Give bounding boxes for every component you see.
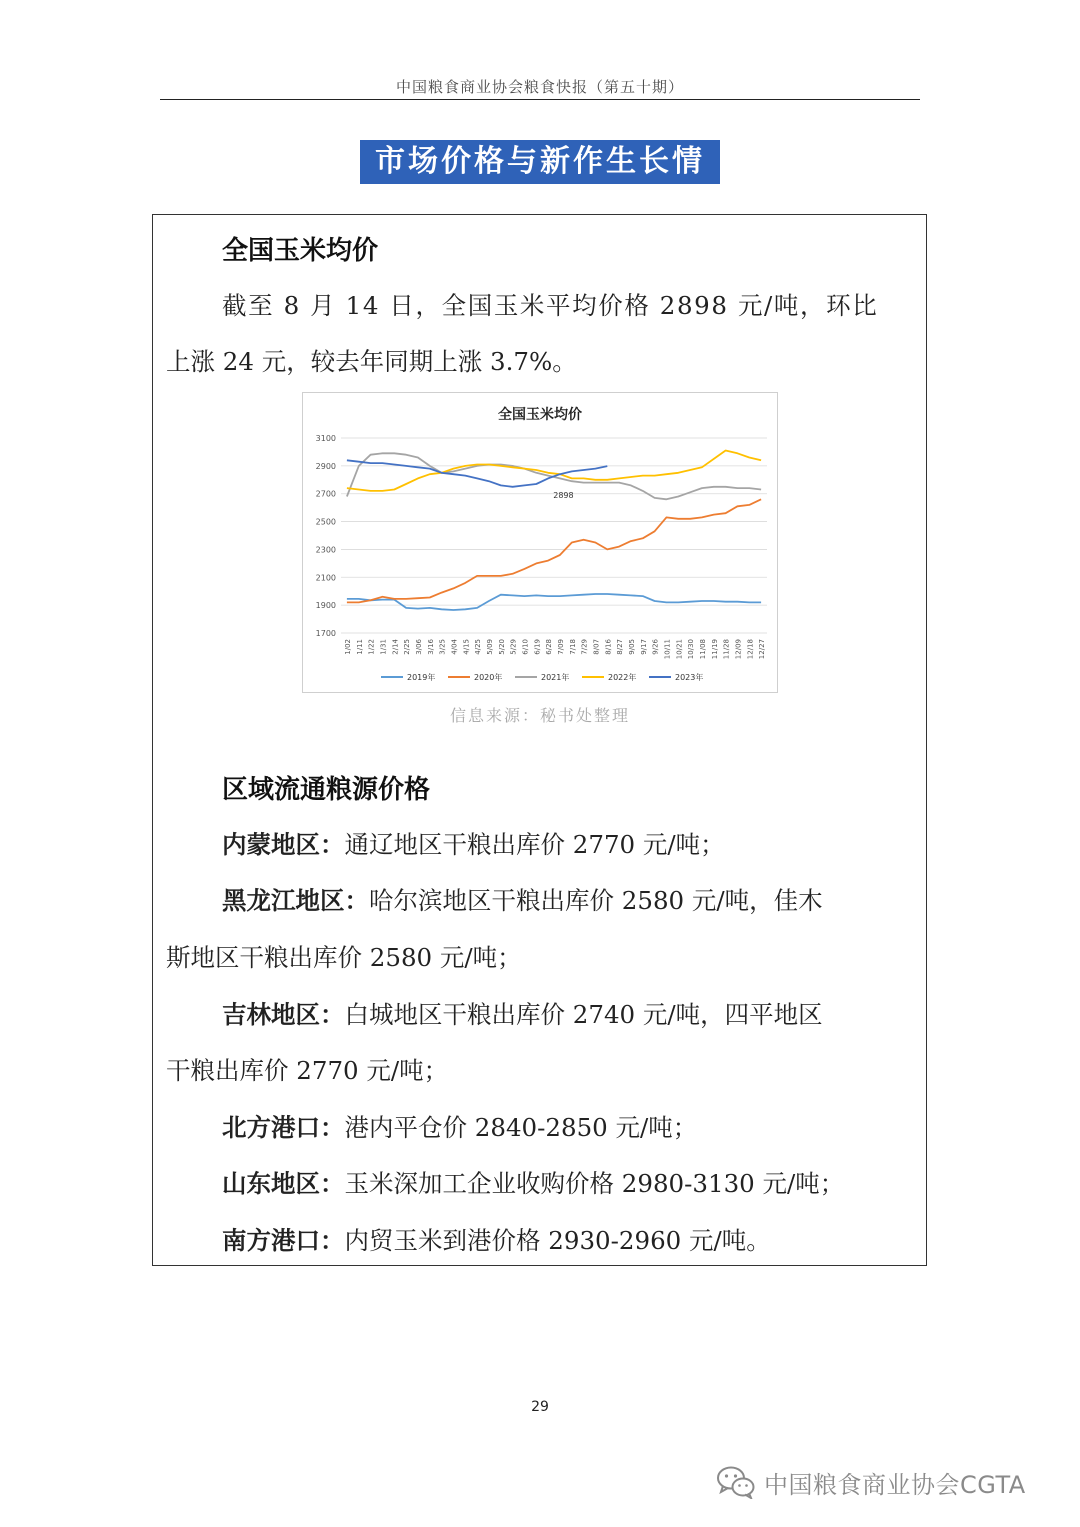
x-tick-label: 10/30 (687, 639, 696, 660)
region-south-port (222, 1222, 771, 1257)
national-price-heading: 全国玉米均价 (222, 236, 379, 266)
header-rule (160, 99, 920, 100)
region-text: 通辽地区干粮出库价 2770 元/吨； (344, 830, 725, 859)
x-tick-label: 1/31 (379, 639, 388, 655)
region-north-port (222, 1109, 697, 1144)
y-tick-label: 2100 (315, 573, 336, 583)
y-tick-label: 1900 (315, 601, 336, 611)
x-tick-label: 5/20 (497, 639, 506, 655)
region-jilin-cont: 干粮出库价 2770 元/吨； (166, 1056, 449, 1085)
region-shandong (222, 1165, 844, 1200)
region-label: 南方港口： (222, 1226, 345, 1255)
x-tick-label: 3/25 (438, 639, 447, 655)
x-tick-label: 9/17 (639, 639, 648, 655)
x-tick-label: 4/04 (450, 639, 459, 655)
region-label: 山东地区： (222, 1169, 345, 1198)
y-tick-label: 3100 (315, 434, 336, 443)
x-tick-label: 4/15 (462, 639, 471, 655)
x-tick-label: 7/09 (556, 639, 565, 655)
y-tick-label: 2700 (315, 489, 336, 499)
region-label: 内蒙地区： (222, 830, 345, 859)
x-tick-label: 6/19 (533, 639, 542, 655)
region-heilongjiang-cont: 斯地区干粮出库价 2580 元/吨； (166, 943, 522, 972)
running-header: 中国粮食商业协会粮食快报（第五十期） (395, 78, 684, 96)
x-tick-label: 10/11 (663, 639, 672, 660)
y-tick-label: 2300 (315, 545, 336, 555)
x-tick-label: 11/19 (710, 639, 719, 660)
x-tick-label: 3/06 (414, 639, 423, 655)
watermark (716, 1462, 1026, 1502)
x-tick-label: 8/16 (604, 639, 613, 655)
x-tick-label: 12/09 (734, 639, 743, 660)
x-tick-label: 8/27 (616, 639, 625, 655)
region-label: 黑龙江地区： (222, 886, 369, 915)
region-jilin (222, 996, 823, 1031)
chart-frame (302, 392, 778, 693)
chart-title: 全国玉米均价 (498, 407, 582, 423)
region-neimeng (222, 826, 725, 861)
x-tick-label: 11/08 (698, 639, 707, 660)
legend-label: 2020年 (474, 673, 503, 682)
watermark-text: 中国粮食商业协会CGTA (764, 1470, 1026, 1499)
region-text: 哈尔滨地区干粮出库价 2580 元/吨，佳木 (369, 886, 823, 915)
x-tick-label: 1/11 (355, 639, 364, 655)
wechat-icon (716, 1465, 756, 1499)
legend-label: 2019年 (407, 673, 436, 682)
region-text: 内贸玉米到港价格 2930-2960 元/吨。 (344, 1226, 771, 1255)
section-title: 市场价格与新作生长情况 (360, 140, 720, 184)
x-tick-label: 6/10 (521, 639, 530, 655)
region-label: 北方港口： (222, 1113, 345, 1142)
x-tick-label: 7/29 (580, 639, 589, 655)
x-tick-label: 9/26 (651, 639, 660, 655)
x-tick-label: 5/29 (509, 639, 518, 655)
x-tick-label: 6/28 (545, 639, 554, 655)
y-tick-label: 2500 (315, 517, 336, 527)
x-tick-label: 9/05 (627, 639, 636, 655)
x-tick-label: 4/25 (474, 639, 483, 655)
x-tick-label: 7/18 (568, 639, 577, 655)
series-line (347, 451, 761, 491)
x-tick-label: 12/27 (758, 639, 767, 660)
national-para-line1: 截至 8 月 14 日，全国玉米平均价格 2898 元/吨，环比 (222, 291, 879, 320)
x-tick-label: 10/21 (675, 639, 684, 660)
y-tick-label: 2900 (315, 461, 336, 471)
region-text: 白城地区干粮出库价 2740 元/吨，四平地区 (344, 1000, 823, 1029)
x-tick-label: 1/02 (343, 639, 352, 655)
source-caption: 信息来源：秘书处整理 (449, 706, 630, 725)
legend-label: 2021年 (541, 673, 570, 682)
page-number: 29 (531, 1399, 549, 1415)
regional-price-heading: 区域流通粮源价格 (222, 775, 431, 805)
data-label: 2898 (553, 491, 574, 501)
region-label: 吉林地区： (222, 1000, 345, 1029)
x-tick-label: 11/28 (722, 639, 731, 660)
price-chart (303, 393, 777, 692)
x-tick-label: 3/16 (426, 639, 435, 655)
legend-label: 2023年 (675, 673, 704, 682)
series-line (347, 594, 761, 610)
legend-label: 2022年 (608, 673, 637, 682)
x-tick-label: 12/18 (746, 639, 755, 660)
x-tick-label: 2/25 (403, 639, 412, 655)
series-line (347, 499, 761, 602)
region-heilongjiang (222, 882, 823, 917)
x-tick-label: 2/14 (391, 639, 400, 655)
y-tick-label: 1700 (315, 629, 336, 638)
region-text: 港内平仓价 2840-2850 元/吨； (344, 1113, 698, 1142)
x-tick-label: 5/09 (485, 639, 494, 655)
x-tick-label: 1/22 (367, 639, 376, 655)
x-tick-label: 8/07 (592, 639, 601, 655)
national-para-line2: 上涨 24 元，较去年同期上涨 3.7%。 (166, 347, 577, 376)
region-text: 玉米深加工企业收购价格 2980-3130 元/吨； (344, 1169, 845, 1198)
